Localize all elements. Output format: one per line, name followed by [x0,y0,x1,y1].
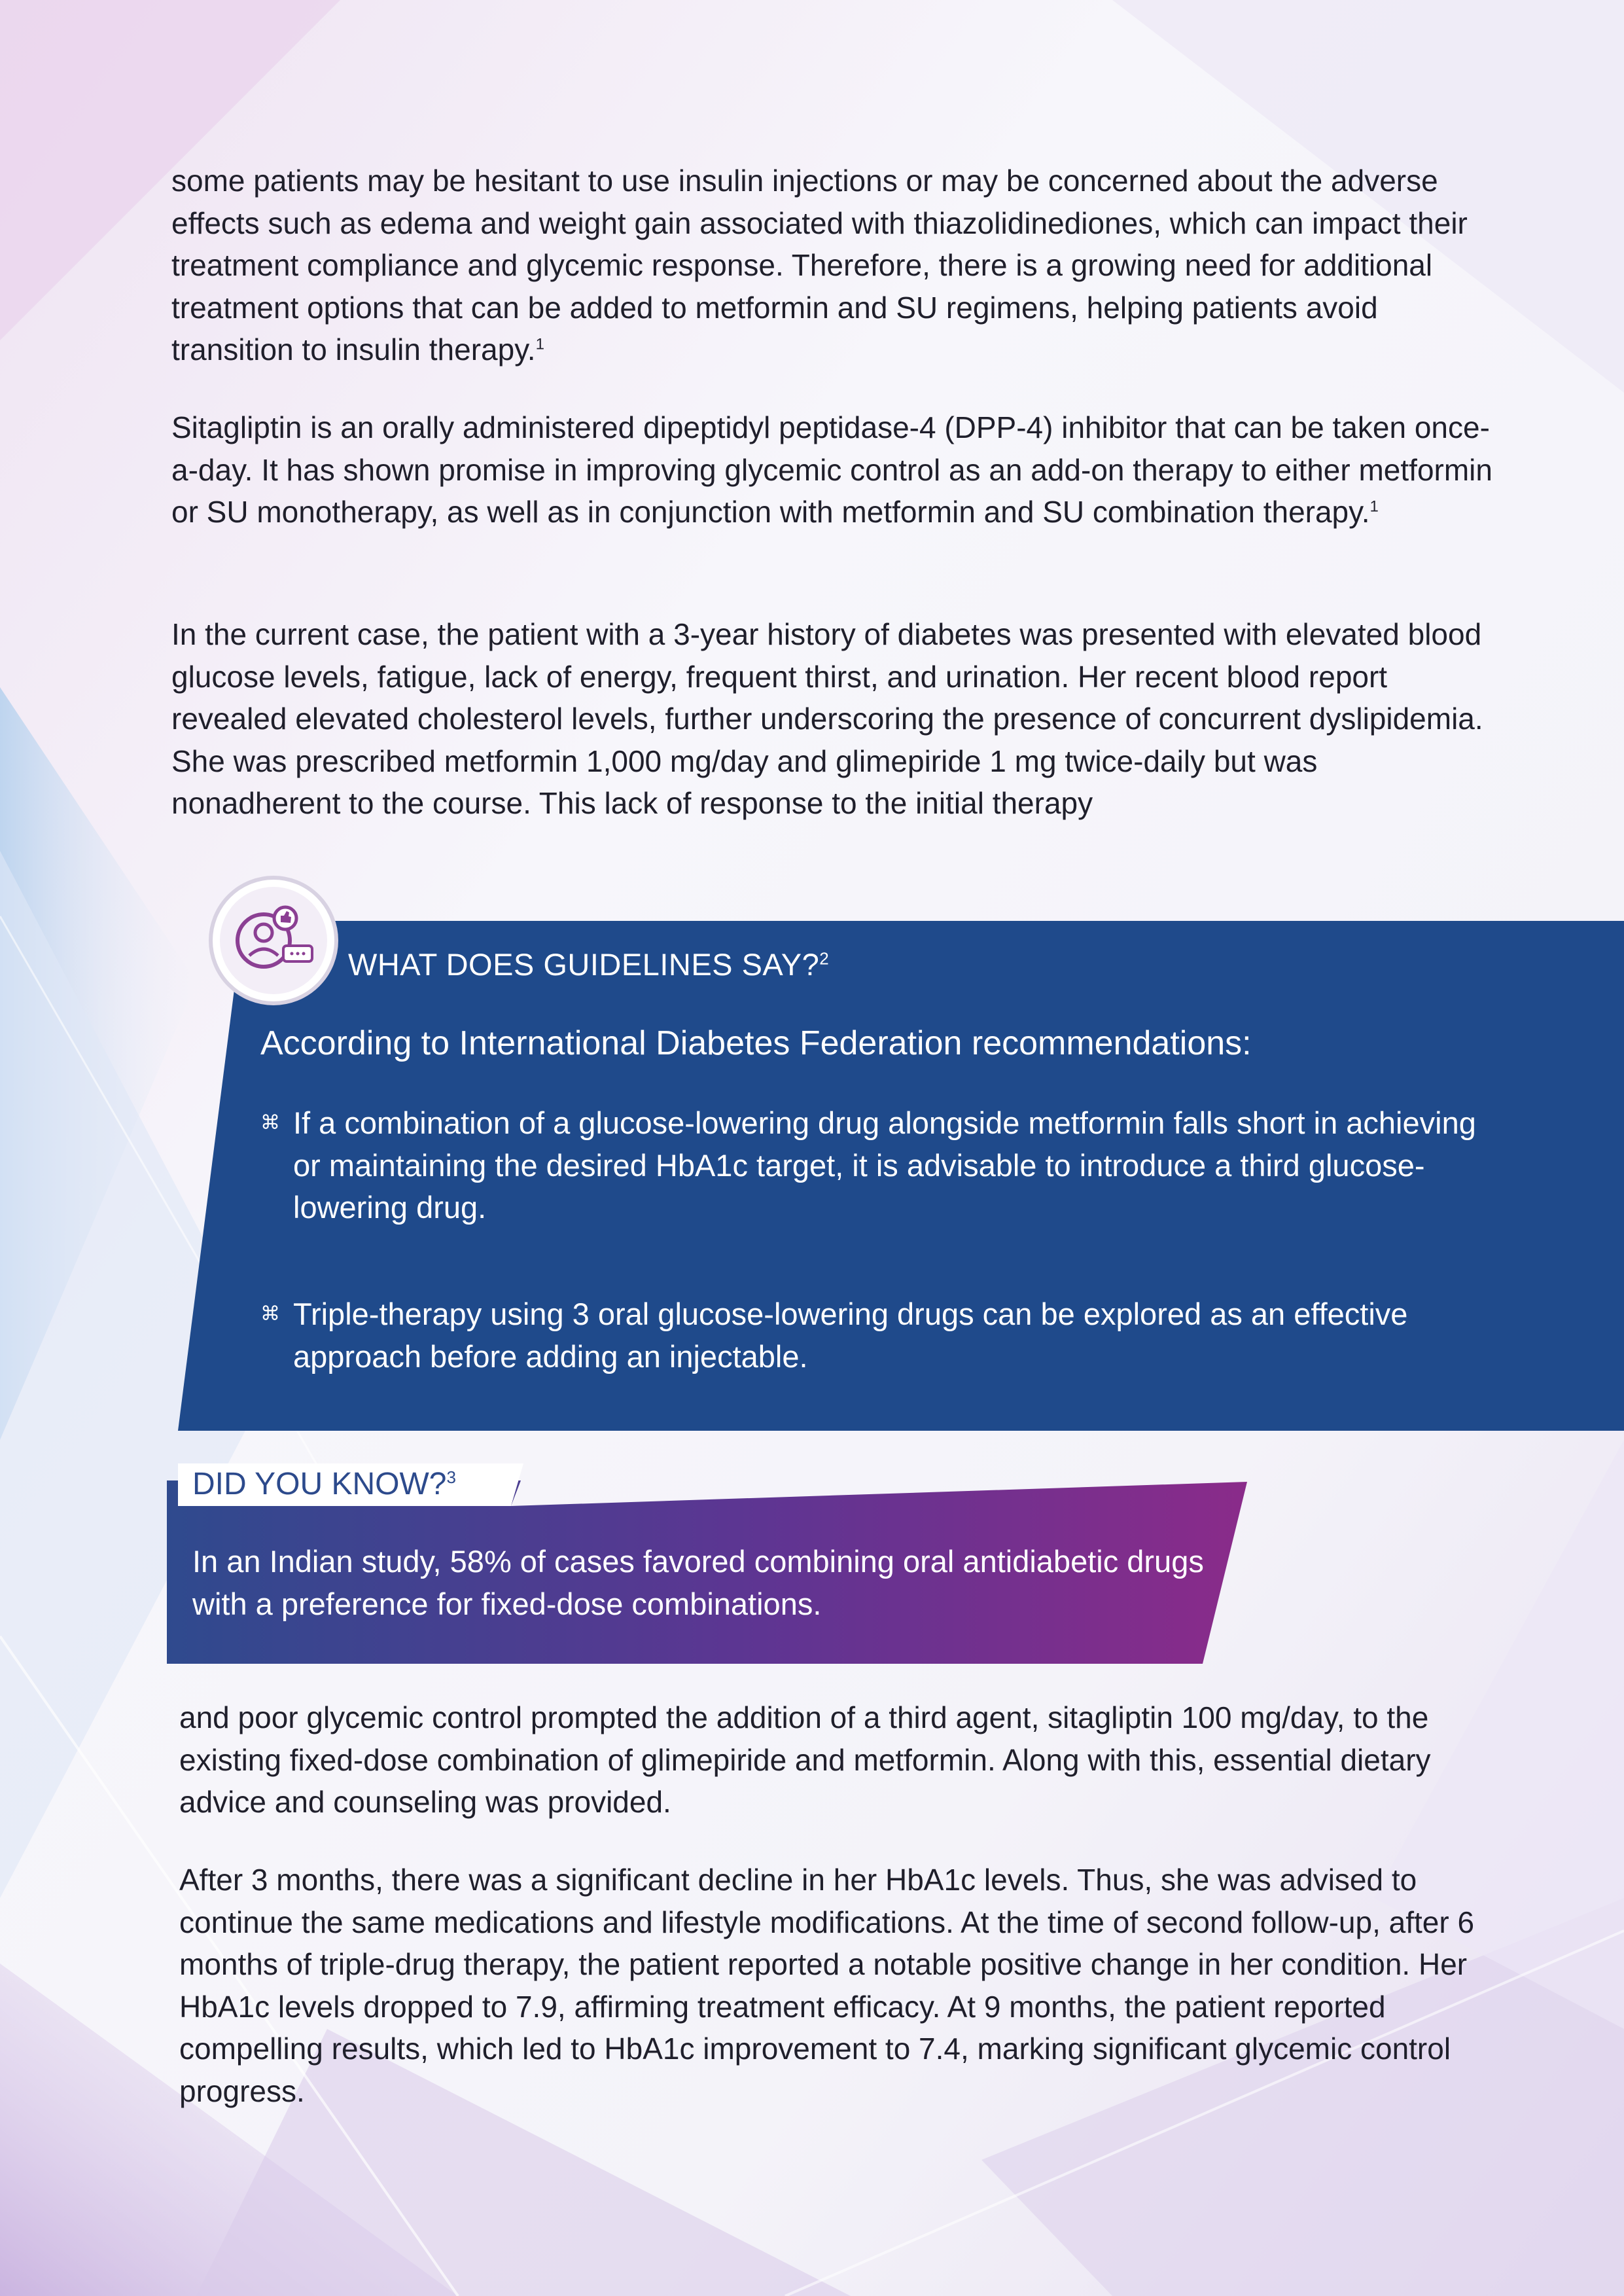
consultation-thumbs-up-icon [211,878,336,1003]
guidelines-reference: 2 [819,948,830,969]
guidelines-bullet [260,1293,1504,1378]
body-paragraph-1: some patients may be hesitant to use insulin injections or may be concerned about the adverse effects such as edema and weight gain associated with thiazolidinediones, which can impact their treatment compliance and glycemic response. Therefore, there is a growing need for additional treatment options that can be added to metformin and SU regimens, helping patients avoid transition to insulin therapy.$^1$ [171,164,1468,367]
guidelines-intro: According to International Diabetes Federation recommendations: [260,1024,1252,1062]
reference-superscript: 1 [535,335,544,353]
body-paragraph-2: Sitagliptin is an orally administered dipeptidyl peptidase-4 (DPP-4) inhibitor that can be taken once-a-day. It has shown promise in improving glycemic control as an add-on therapy to either metformin or SU monotherapy, as well as in conjunction with metformin and SU combination therapy.$^1$ [171,410,1492,529]
did-you-know-reference: 3 [446,1467,456,1487]
command-bullet-icon: ⌘ [260,1111,280,1134]
guidelines-title: WHAT DOES GUIDELINES SAY?$^2$ [348,947,830,982]
did-you-know-title: DID YOU KNOW?$^3$ [192,1467,456,1501]
reference-superscript: 1 [1369,497,1379,516]
did-you-know-text: In an Indian study, 58% of cases favored combining oral antidiabetic drugs with a preference for fixed-dose combinations. [192,1544,1204,1621]
guidelines-bullet [260,1102,1504,1229]
guidelines-bullet-text: If a combination of a glucose-lowering drug alongside metformin falls short in achieving or maintaining the desired HbA1c target, it is advisable to introduce a third glucose-lowering drug. [293,1105,1476,1225]
command-bullet-icon: ⌘ [260,1302,280,1325]
body-paragraph-5: After 3 months, there was a significant decline in her HbA1c levels. Thus, she was advised to continue the same medications and lifestyle modifications. At the time of second follow-up, after 6 months of triple-drug therapy, the patient reported a notable positive change in her condition. Her HbA1c levels dropped to 7.9, affirming treatment efficacy. At 9 months, the patient reported compelling results, which led to HbA1c improvement to 7.4, marking significant glycemic control progress. [179,1863,1475,2108]
guidelines-bullet-text: Triple-therapy using 3 oral glucose-lowering drugs can be explored as an effective approach before adding an injectable. [293,1297,1408,1374]
body-paragraph-3: In the current case, the patient with a 3-year history of diabetes was presented with elevated blood glucose levels, fatigue, lack of energy, frequent thirst, and urination. Her recent blood report revealed elevated cholesterol levels, further underscoring the presence of concurrent dyslipidemia. She was prescribed metformin 1,000 mg/day and glimepiride 1 mg twice-daily but was nonadherent to the course. This lack of response to the initial therapy [171,617,1483,820]
body-paragraph-4: and poor glycemic control prompted the addition of a third agent, sitagliptin 100 mg/day, to the existing fixed-dose combination of glimepiride and metformin. Along with this, essential dietary advice and counseling was provided. [179,1700,1431,1819]
